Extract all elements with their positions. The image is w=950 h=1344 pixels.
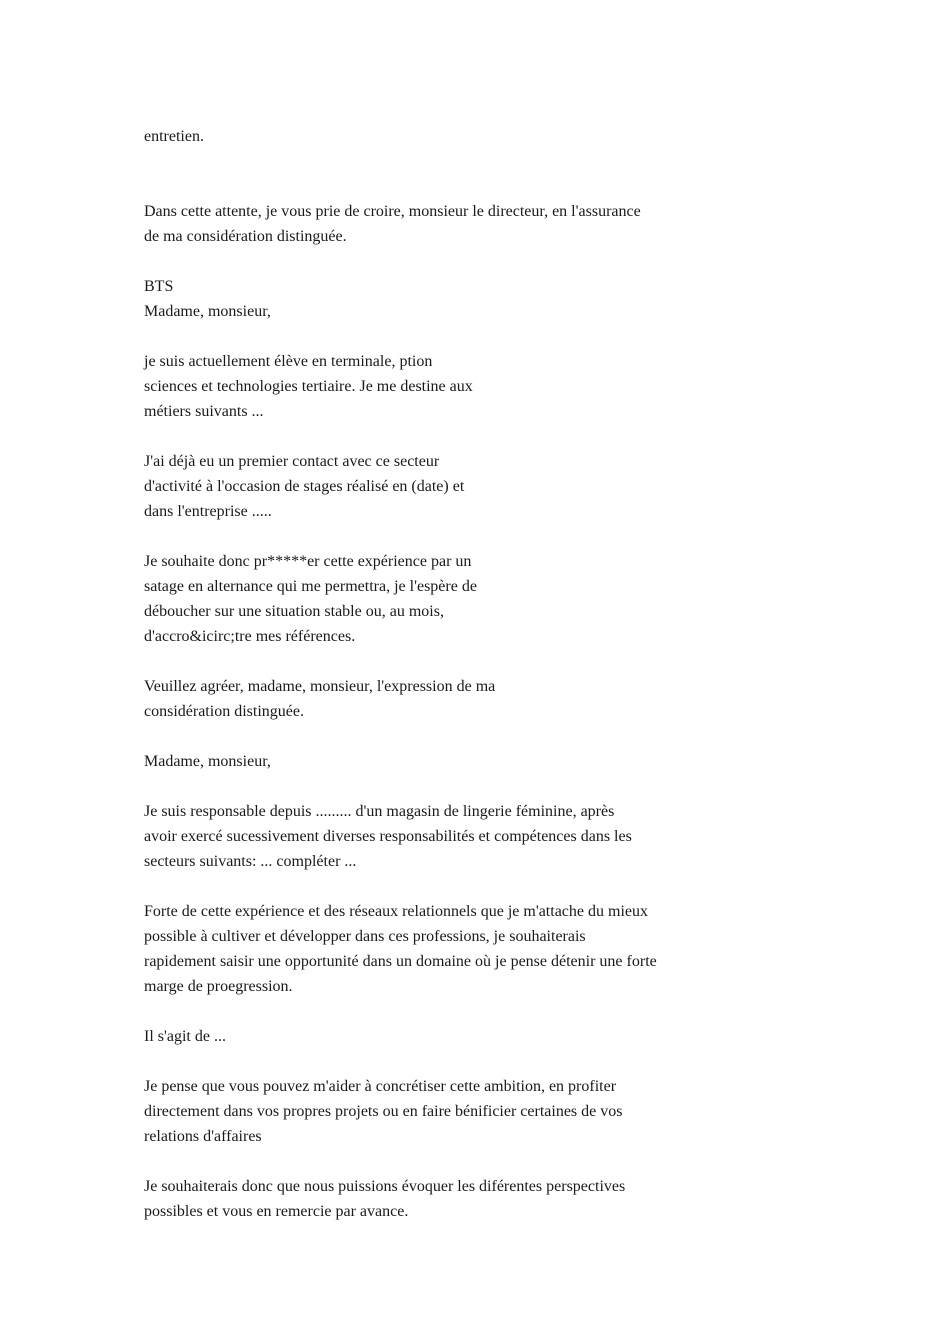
text-line: Dans cette attente, je vous prie de croire, monsieur le directeur, en l'assurance	[144, 203, 641, 220]
text-line: marge de proegression.	[144, 978, 293, 995]
paragraph-section-heading	[144, 274, 704, 324]
paragraph-spacer	[144, 874, 704, 899]
text-line: de ma considération distinguée.	[144, 228, 347, 245]
text-line: directement dans vos propres projets ou en faire bénificier certaines de vos	[144, 1103, 623, 1120]
text-line: je suis actuellement élève en terminale, ption	[144, 353, 433, 370]
paragraph-responsibility	[144, 799, 704, 874]
text-line: avoir exercé sucessivement diverses responsabilités et compétences dans les	[144, 828, 632, 845]
paragraph-salutation	[144, 749, 704, 774]
text-line: dans l'entreprise .....	[144, 503, 272, 520]
paragraph-motivation	[144, 549, 704, 649]
paragraph-spacer	[144, 774, 704, 799]
text-line: Forte de cette expérience et des réseaux relationnels que je m'attache du mieux	[144, 903, 648, 920]
paragraph-spacer	[144, 1149, 704, 1174]
text-line: métiers suivants ...	[144, 403, 264, 420]
text-line: secteurs suivants: ... compléter ...	[144, 853, 357, 870]
text-line: satage en alternance qui me permettra, je l'espère de	[144, 578, 477, 595]
salutation: Madame, monsieur,	[144, 753, 271, 770]
paragraph-spacer	[144, 649, 704, 674]
paragraph-spacer	[144, 324, 704, 349]
paragraph-spacer	[144, 999, 704, 1024]
text-line: Je pense que vous pouvez m'aider à concrétiser cette ambition, en profiter	[144, 1078, 617, 1095]
paragraph-spacer	[144, 424, 704, 449]
paragraph-final	[144, 1174, 704, 1224]
text-line: possibles et vous en remercie par avance.	[144, 1203, 409, 1220]
text-line: d'accro&icirc;tre mes références.	[144, 628, 356, 645]
paragraph-spacer	[144, 524, 704, 549]
paragraph-closing	[144, 674, 704, 724]
text-line: Il s'agit de ...	[144, 1028, 226, 1045]
paragraph-spacer	[144, 149, 704, 199]
section-heading: BTS	[144, 278, 174, 295]
text-line: sciences et technologies tertiaire. Je me destine aux	[144, 378, 473, 395]
text-line: Je souhaiterais donc que nous puissions évoquer les diférentes perspectives	[144, 1178, 626, 1195]
text-line: relations d'affaires	[144, 1128, 262, 1145]
paragraph-spacer	[144, 1049, 704, 1074]
paragraph-closing-fragment	[144, 124, 704, 149]
text-line: possible à cultiver et développer dans ces professions, je souhaiterais	[144, 928, 586, 945]
text-line: J'ai déjà eu un premier contact avec ce secteur	[144, 453, 440, 470]
paragraph-ambition	[144, 899, 704, 999]
letter-document	[144, 124, 704, 1224]
paragraph-spacer	[144, 724, 704, 749]
paragraph-subject	[144, 1024, 704, 1049]
paragraph-spacer	[144, 249, 704, 274]
paragraph-request	[144, 1074, 704, 1149]
paragraph-introduction	[144, 349, 704, 424]
text-line: Je souhaite donc pr*****er cette expérience par un	[144, 553, 472, 570]
text-line: Je suis responsable depuis ......... d'un magasin de lingerie féminine, après	[144, 803, 615, 820]
text-line: d'activité à l'occasion de stages réalisé en (date) et	[144, 478, 465, 495]
text-line: entretien.	[144, 128, 204, 145]
paragraph-courtesy-closing	[144, 199, 704, 249]
salutation: Madame, monsieur,	[144, 303, 271, 320]
text-line: considération distinguée.	[144, 703, 304, 720]
text-line: déboucher sur une situation stable ou, au mois,	[144, 603, 444, 620]
paragraph-experience	[144, 449, 704, 524]
text-line: rapidement saisir une opportunité dans un domaine où je pense détenir une forte	[144, 953, 657, 970]
text-line: Veuillez agréer, madame, monsieur, l'expression de ma	[144, 678, 496, 695]
